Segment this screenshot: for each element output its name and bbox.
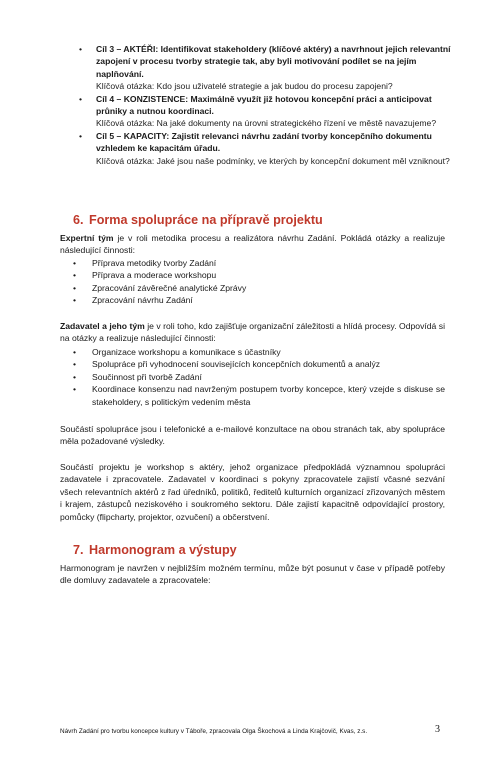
section-title: Forma spolupráce na přípravě projektu (89, 213, 323, 227)
bullet-icon: • (73, 258, 77, 268)
schedule-paragraph: Harmonogram je navržen v nejbližším možném termínu, může být posunut v čase v případě potřeby dle domluvy zadavatele a zpracovatele: (60, 563, 445, 586)
client-team-paragraph (60, 320, 445, 345)
bullet-icon: • (73, 384, 77, 395)
client-activities-list (60, 346, 445, 408)
page-number: 3 (435, 724, 440, 735)
client-team-text: je v roli toho, kdo zajišťuje organizační záležitosti a hlídá procesy. Odpovídá si na otázky a realizuje následující činnosti: (60, 321, 445, 344)
expert-team-text: je v roli metodika procesu a realizátora návrhu Zadání. Pokládá otázky a realizuje následující činnosti: (60, 233, 445, 256)
bullet-icon: • (79, 44, 83, 54)
list-item: • Příprava a moderace workshopu (73, 270, 217, 281)
list-item: • Příprava metodiky tvorby Zadání (73, 258, 217, 268)
goal-title: Cíl 3 – AKTÉŘI: Identifikovat stakeholdery (klíčové aktéry) a navrhnout jejich relevantní zapojení v procesu tvorby strategie tak, aby byli motivování podílet se na jejím naplňování. (96, 44, 451, 79)
section-6-heading (73, 213, 323, 227)
goal-item (70, 93, 452, 130)
expert-team-label: Expertní tým (60, 233, 114, 243)
expert-team-paragraph (60, 232, 445, 257)
goal-question: Klíčová otázka: Jaké jsou naše podmínky, ve kterých by koncepční dokument měl vzniknout? (96, 155, 450, 166)
goal-title: Cíl 5 – KAPACITY: Zajistit relevanci návrhu zadání tvorby koncepčního dokumentu vzhledem ke kapacitám úřadu. (96, 130, 432, 154)
list-item: • Organizace workshopu a komunikace s účastníky (73, 347, 281, 357)
goal-title: Cíl 4 – KONZISTENCE: Maximálně využít již hotovou koncepční práci a anticipovat průniky a nutnou koordinaci. (96, 93, 432, 117)
section-number: 7. (73, 543, 84, 557)
section-title: Harmonogram a výstupy (89, 543, 237, 557)
client-team-label: Zadavatel a jeho tým (60, 321, 145, 331)
section-7-heading (73, 543, 237, 557)
bullet-icon: • (73, 359, 77, 370)
goal-question: Klíčová otázka: Kdo jsou uživatelé strategie a jak budou do procesu zapojeni? (96, 81, 393, 92)
consultation-paragraph: Součástí spolupráce jsou i telefonické a e-mailové konzultace na obou stranách tak, aby spolupráce měla požadované výsledky. (60, 424, 445, 447)
section-number: 6. (73, 213, 84, 227)
expert-activities-list (60, 257, 445, 307)
list-item: • Zpracování návrhu Zadání (73, 295, 193, 306)
goal-item (70, 43, 452, 93)
bullet-icon: • (73, 371, 77, 382)
bullet-icon: • (73, 295, 77, 306)
list-item: • Spolupráce při vyhodnocení souvisejících koncepčních dokumentů a analýz (73, 359, 381, 370)
bullet-icon: • (73, 282, 77, 293)
bullet-icon: • (73, 270, 77, 281)
goal-item (70, 130, 452, 167)
bullet-icon: • (79, 130, 83, 141)
page-footer: Návrh Zadání pro tvorbu koncepce kultury v Táboře, zpracovala Olga Škochová a Linda Krajčovič, Kvas, z.s. (60, 728, 368, 735)
list-item: • Zpracování závěrečné analytické Zprávy (73, 282, 247, 293)
list-item: • Součinnost při tvorbě Zadání (73, 371, 202, 382)
bullet-icon: • (73, 347, 77, 357)
goal-question: Klíčová otázka: Na jaké dokumenty na úrovni strategického řízení ve městě navazujeme? (96, 118, 437, 129)
goals-list (70, 43, 452, 167)
list-item: • Koordinace konsenzu nad navrženým postupem tvorby koncepce, který vzejde s diskuse se stakeholdery, s politickým vedením města (73, 384, 445, 407)
bullet-icon: • (79, 93, 83, 104)
workshop-paragraph: Součástí projektu je workshop s aktéry, jehož organizace předpokládá významnou spolupráci zadavatele i zpracovatele. Zadavatel v koordinaci s pokyny zpracovatele zajistí včasné sezvání všech relevantních aktérů z řad úředníků, politiků, ředitelů kulturních organizací zřizovaných městem i krajem, zástupců neziskového i soukromého sektoru. Dále zajistí kapacitně odpovídající prostory, pomůcky (flipcharty, projektor, ozvučení) a občerstvení. (60, 462, 445, 522)
